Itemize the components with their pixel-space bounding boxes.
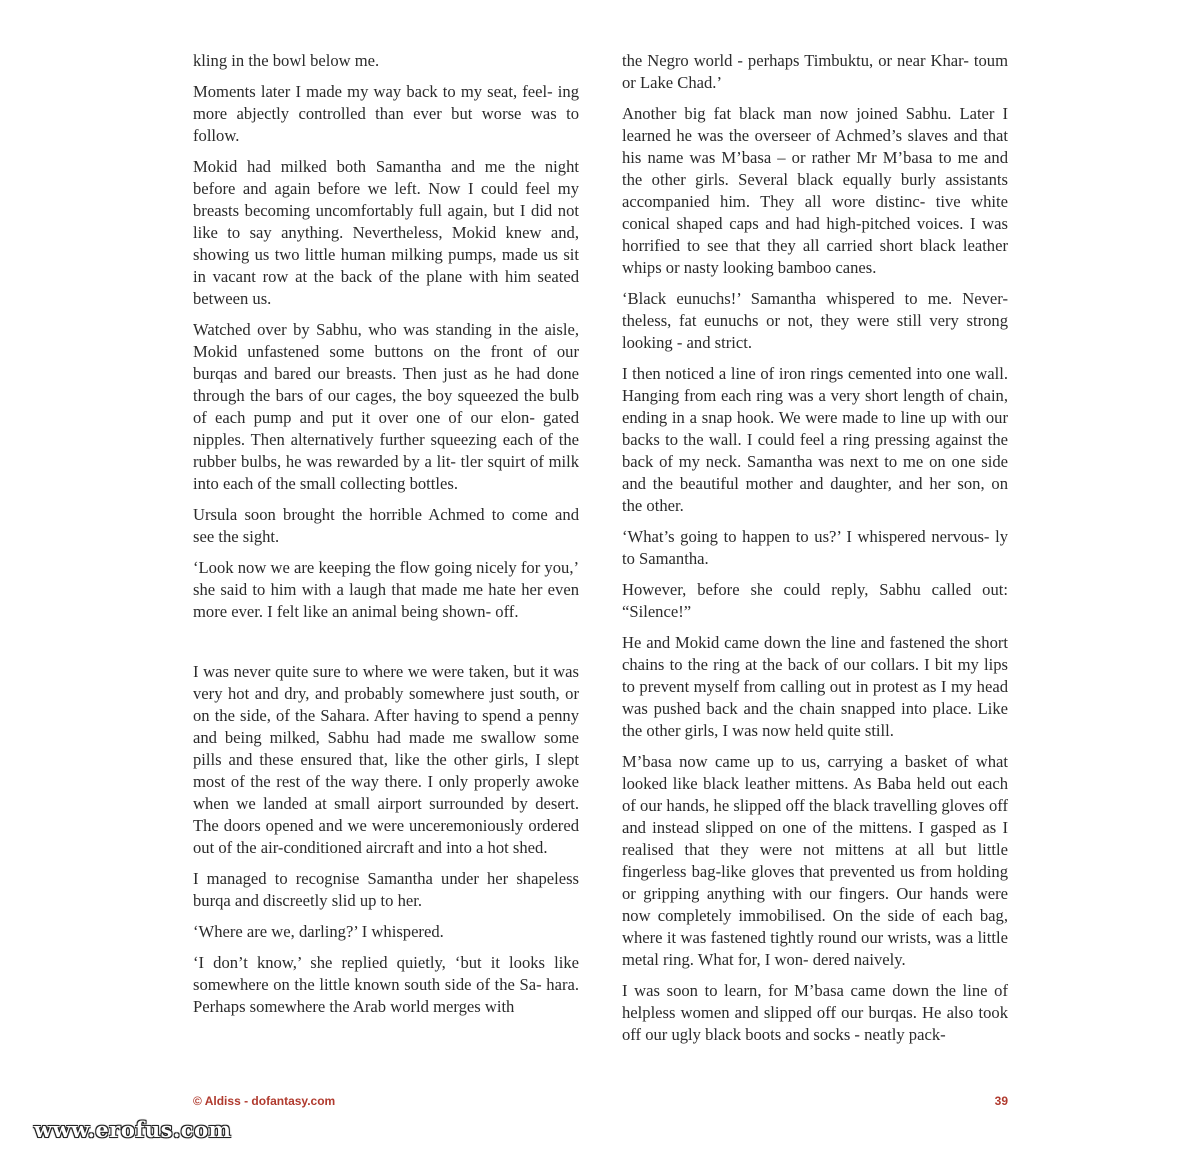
- paragraph: Another big fat black man now joined Sabhu. Later I learned he was the overseer of Achmed’s slaves and that his name was M’basa – or rather Mr M’basa to me and the other girls. Several black equally burly assistants accompanied him. They all wore distinc- tive white conical shaped caps and had high-pitched voices. I was horrified to see that they all carried short black leather whips or nasty looking bamboo canes.: [622, 104, 1008, 277]
- paragraph: Watched over by Sabhu, who was standing in the aisle, Mokid unfastened some buttons on the front of our burqas and bared our breasts. Then just as he had done through the bars of our cages, the boy squeezed the bulb of each pump and put it over one of our elon- gated nipples. Then alternatively further squeezing each of the rubber bulbs, he was rewarded by a lit- tler squirt of milk into each of the small collecting bottles.: [193, 320, 579, 493]
- paragraph: kling in the bowl below me.: [193, 51, 380, 70]
- paragraph: I was never quite sure to where we were taken, but it was very hot and dry, and probably somewhere just south, or on the side, of the Sahara. After having to spend a penny and being milked, Sabhu had made me swallow some pills and these ensured that, like the other girls, I slept most of the rest of the way there. I only properly awoke when we landed at small airport surrounded by desert. The doors opened and we were unceremoniously ordered out of the air-conditioned aircraft and into a hot shed.: [193, 662, 579, 857]
- page-number: 39: [994, 1094, 1008, 1108]
- paragraph: the Negro world - perhaps Timbuktu, or near Khar- toum or Lake Chad.’: [622, 51, 1008, 92]
- paragraph: ‘Black eunuchs!’ Samantha whispered to me. Never- theless, fat eunuchs or not, they were still very strong looking - and strict.: [622, 289, 1008, 352]
- paragraph: Mokid had milked both Samantha and me the night before and again before we left. Now I could feel my breasts becoming uncomfortably full again, but I did not like to say anything. Nevertheless, Mokid knew and, showing us two little human milking pumps, made us sit in vacant row at the back of the plane with him seated between us.: [193, 157, 579, 308]
- left-column: [193, 50, 579, 1027]
- paragraph: However, before she could reply, Sabhu called out: “Silence!”: [622, 580, 1008, 621]
- paragraph: I then noticed a line of iron rings cemented into one wall. Hanging from each ring was a very short length of chain, ending in a snap hook. We were made to line up with our backs to the wall. I could feel a ring pressing against the back of my neck. Samantha was next to me on one side and the beautiful mother and daughter, and her son, on the other.: [622, 364, 1008, 515]
- paragraph: ‘What’s going to happen to us?’ I whispered nervous- ly to Samantha.: [622, 527, 1008, 568]
- paragraph: M’basa now came up to us, carrying a basket of what looked like black leather mittens. As Baba held out each of our hands, he slipped off the black travelling gloves off and instead slipped on one of the mittens. I gasped as I realised that they were not mittens at all but little fingerless bag-like gloves that prevented us from holding or gripping anything with our fingers. Our hands were now completely immobilised. On the side of each bag, where it was fastened tightly round our wrists, was a little metal ring. What for, I won- dered naively.: [622, 752, 1008, 969]
- paragraph: I was soon to learn, for M’basa came down the line of helpless women and slipped off our burqas. He also took off our ugly black boots and socks - neatly pack-: [622, 981, 1008, 1044]
- paragraph: ‘Where are we, darling?’ I whispered.: [193, 922, 444, 941]
- paragraph: ‘Look now we are keeping the flow going nicely for you,’ she said to him with a laugh that made me hate her even more ever. I felt like an animal being shown- off.: [193, 558, 579, 621]
- paragraph: He and Mokid came down the line and fastened the short chains to the ring at the back of our collars. I bit my lips to prevent myself from calling out in protest as I my head was pushed back and the chain snapped into place. Like the other girls, I was now held quite still.: [622, 633, 1008, 740]
- paragraph: I managed to recognise Samantha under her shapeless burqa and discreetly slid up to her.: [193, 869, 579, 910]
- watermark: www.erofus.com: [34, 1117, 232, 1142]
- paragraph: Moments later I made my way back to my seat, feel- ing more abjectly controlled than ever but worse was to follow.: [193, 82, 579, 145]
- right-column: [622, 50, 1008, 1055]
- paragraph: Ursula soon brought the horrible Achmed to come and see the sight.: [193, 505, 579, 546]
- footer-copyright: © Aldiss - dofantasy.com: [193, 1094, 336, 1108]
- paragraph: ‘I don’t know,’ she replied quietly, ‘but it looks like somewhere on the little known south side of the Sa- hara. Perhaps somewhere the Arab world merges with: [193, 953, 579, 1016]
